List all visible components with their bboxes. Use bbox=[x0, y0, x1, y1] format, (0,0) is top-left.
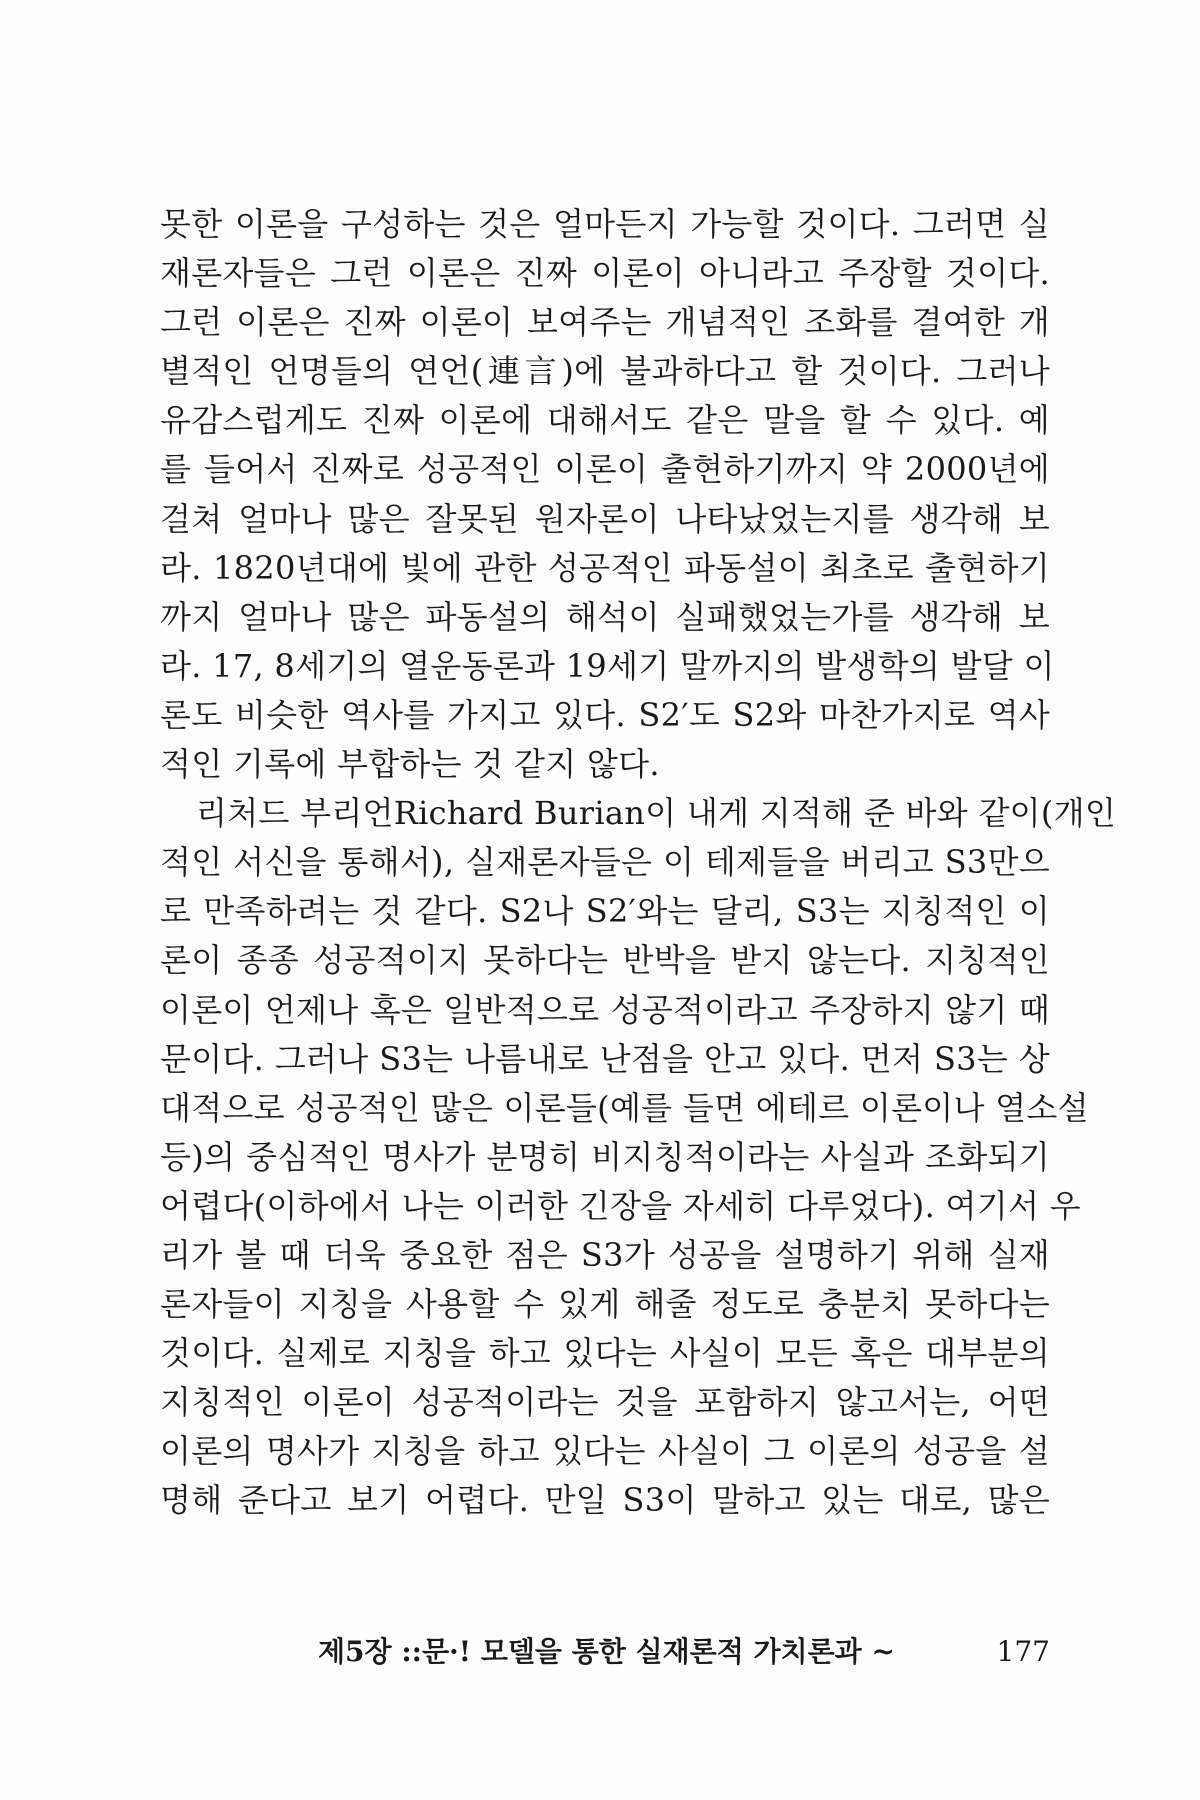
text-line: 어렵다(이하에서 나는 이러한 긴장을 자세히 다루었다). 여기서 우 bbox=[160, 1186, 1081, 1225]
body-text bbox=[160, 200, 1117, 1526]
text-line: 명해 준다고 보기 어렵다. 만일 S3이 말하고 있는 대로, 많은 bbox=[160, 1481, 1050, 1520]
text-line: 론자들이 지칭을 사용할 수 있게 해줄 정도로 충분치 못하다는 bbox=[160, 1285, 1050, 1324]
text-line: 이론이 언제나 혹은 일반적으로 성공적이라고 주장하지 않기 때 bbox=[160, 990, 1050, 1029]
text-line: 그런 이론은 진짜 이론이 보여주는 개념적인 조화를 결여한 개 bbox=[160, 303, 1050, 342]
text-line: 대적으로 성공적인 많은 이론들(예를 들면 에테르 이론이나 열소설 bbox=[160, 1088, 1089, 1127]
text-line: 적인 서신을 통해서), 실재론자들은 이 테제들을 버리고 S3만으 bbox=[160, 843, 1050, 882]
text-line: 문이다. 그러나 S3는 나름내로 난점을 안고 있다. 먼저 S3는 상 bbox=[160, 1039, 1050, 1078]
text-line: 까지 얼마나 많은 파동설의 해석이 실패했었는가를 생각해 보 bbox=[160, 597, 1050, 636]
text-line: 를 들어서 진짜로 성공적인 이론이 출현하기까지 약 2000년에 bbox=[160, 450, 1050, 489]
text-line: 재론자들은 그런 이론은 진짜 이론이 아니라고 주장할 것이다. bbox=[160, 254, 1050, 293]
running-footer bbox=[318, 1630, 1050, 1674]
paragraph-start-line: 리처드 부리언Richard Burian이 내게 지적해 준 바와 같이(개인 bbox=[196, 794, 1117, 833]
text-line: 라. 1820년대에 빛에 관한 성공적인 파동설이 최초로 출현하기 bbox=[160, 548, 1050, 587]
text-line: 유감스럽게도 진짜 이론에 대해서도 같은 말을 할 수 있다. 예 bbox=[160, 401, 1050, 440]
text-line: 이론의 명사가 지칭을 하고 있다는 사실이 그 이론의 성공을 설 bbox=[160, 1432, 1050, 1471]
text-line: 별적인 언명들의 연언(連言)에 불과하다고 할 것이다. 그러나 bbox=[160, 352, 1050, 391]
text-line: 등)의 중심적인 명사가 분명히 비지칭적이라는 사실과 조화되기 bbox=[160, 1137, 1050, 1176]
text-line: 리가 볼 때 더욱 중요한 점은 S3가 성공을 설명하기 위해 실재 bbox=[160, 1235, 1050, 1274]
text-line: 지칭적인 이론이 성공적이라는 것을 포함하지 않고서는, 어떤 bbox=[160, 1383, 1050, 1422]
text-line: 것이다. 실제로 지칭을 하고 있다는 사실이 모든 혹은 대부분의 bbox=[160, 1334, 1050, 1373]
chapter-title: 제5장 ::문·! 모델을 통한 실재론적 가치론과 ~ bbox=[318, 1635, 895, 1668]
text-line: 론이 종종 성공적이지 못하다는 반박을 받지 않는다. 지칭적인 bbox=[160, 941, 1050, 980]
text-line: 라. 17, 8세기의 열운동론과 19세기 말까지의 발생학의 발달 이 bbox=[160, 646, 1055, 685]
paragraph-end-line: 적인 기록에 부합하는 것 같지 않다. bbox=[160, 745, 660, 784]
page-number: 177 bbox=[996, 1635, 1050, 1668]
text-line: 못한 이론을 구성하는 것은 얼마든지 가능할 것이다. 그러면 실 bbox=[160, 205, 1050, 243]
text-line: 론도 비슷한 역사를 가지고 있다. S2′도 S2와 마찬가지로 역사 bbox=[160, 695, 1050, 734]
text-line: 걸쳐 얼마나 많은 잘못된 원자론이 나타났었는지를 생각해 보 bbox=[160, 499, 1050, 538]
text-line: 로 만족하려는 것 같다. S2나 S2′와는 달리, S3는 지칭적인 이 bbox=[160, 892, 1050, 931]
